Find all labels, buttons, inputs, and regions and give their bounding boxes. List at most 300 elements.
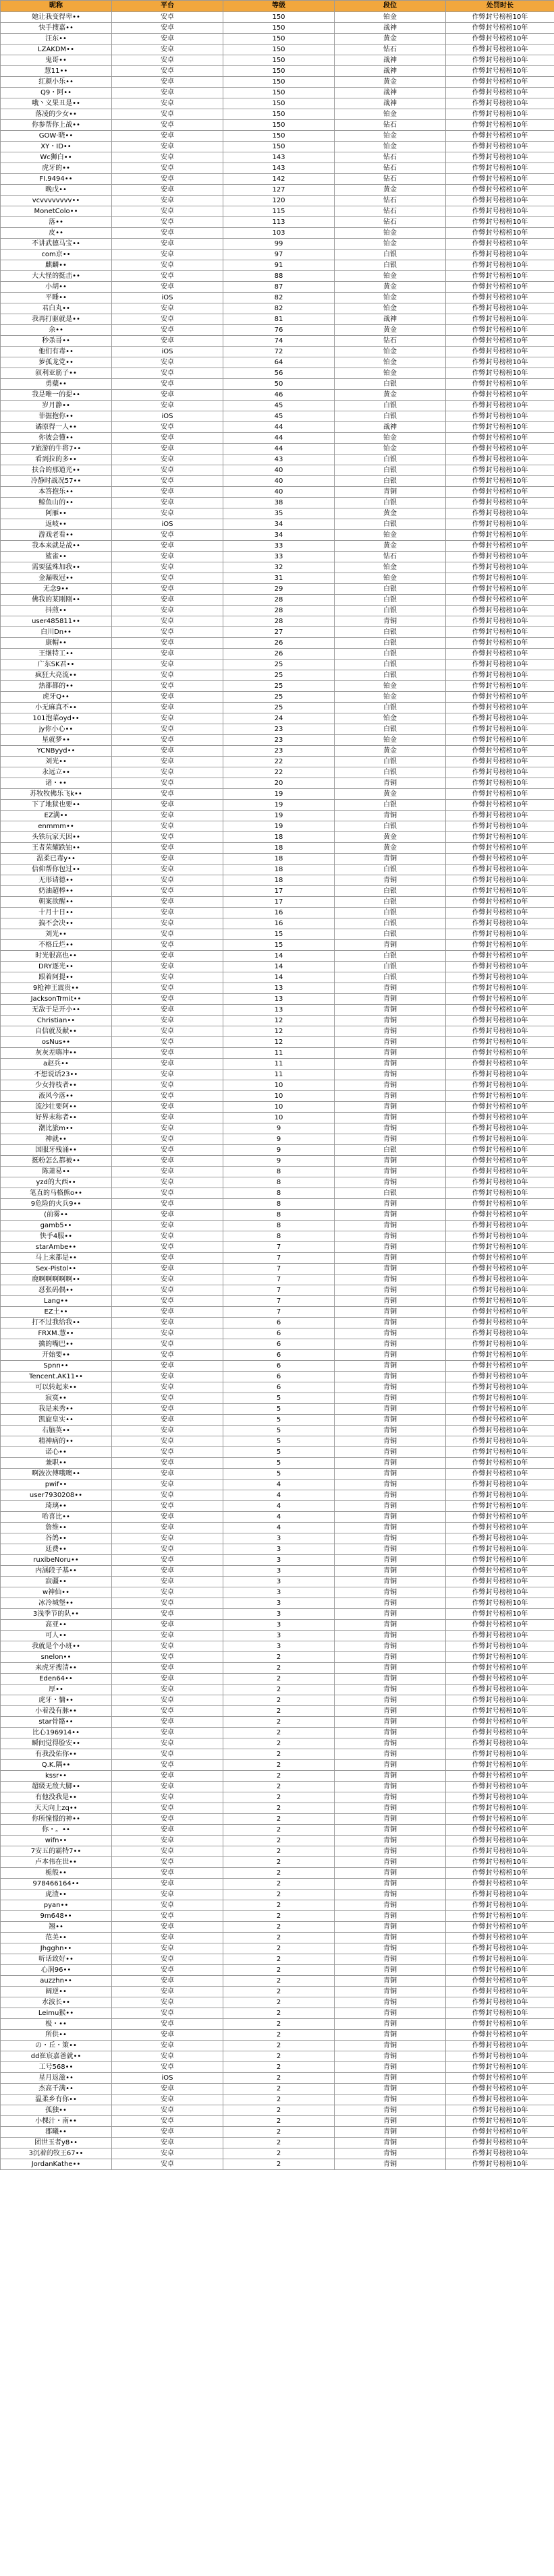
- penalty-cell: 作弊封号榜榜10年: [446, 1814, 554, 1825]
- penalty-cell: 作弊封号榜榜10年: [446, 1393, 554, 1404]
- rank-cell: 青铜: [335, 1782, 446, 1792]
- penalty-cell: 作弊封号榜榜10年: [446, 1231, 554, 1242]
- platform-cell: 安卓: [112, 1048, 223, 1059]
- rank-cell: 白银: [335, 519, 446, 530]
- penalty-cell: 作弊封号榜榜10年: [446, 1361, 554, 1372]
- rank-cell: 青铜: [335, 1490, 446, 1501]
- rank-cell: 白银: [335, 260, 446, 271]
- platform-cell: 安卓: [112, 390, 223, 401]
- platform-cell: 安卓: [112, 1167, 223, 1177]
- platform-cell: 安卓: [112, 1663, 223, 1674]
- level-cell: 9: [223, 1123, 335, 1134]
- nickname-cell: EZ土••: [1, 1307, 112, 1318]
- nickname-cell: 王继特工••: [1, 649, 112, 660]
- table-row: [1, 1490, 554, 1501]
- rank-cell: 铂金: [335, 357, 446, 368]
- rank-cell: 白银: [335, 455, 446, 465]
- nickname-cell: の・丘・策••: [1, 2041, 112, 2051]
- nickname-cell: 瞬间觉得脸安••: [1, 1738, 112, 1749]
- penalty-cell: 作弊封号榜榜10年: [446, 584, 554, 595]
- nickname-cell: w神仙••: [1, 1587, 112, 1598]
- penalty-cell: 作弊封号榜榜10年: [446, 2116, 554, 2127]
- level-cell: 72: [223, 347, 335, 357]
- rank-cell: 战神: [335, 88, 446, 98]
- level-cell: 40: [223, 465, 335, 476]
- table-row: [1, 908, 554, 918]
- penalty-cell: 作弊封号榜榜10年: [446, 508, 554, 519]
- penalty-cell: 作弊封号榜榜10年: [446, 1911, 554, 1922]
- level-cell: 2: [223, 1663, 335, 1674]
- penalty-cell: 作弊封号榜榜10年: [446, 1976, 554, 1987]
- rank-cell: 铂金: [335, 12, 446, 23]
- nickname-cell: EZ满••: [1, 811, 112, 821]
- nickname-cell: 内涵段子基••: [1, 1566, 112, 1577]
- nickname-cell: 佛我的某刚刚••: [1, 595, 112, 606]
- table-row: [1, 1415, 554, 1426]
- nickname-cell: com京••: [1, 250, 112, 260]
- platform-cell: 安卓: [112, 767, 223, 778]
- penalty-cell: 作弊封号榜榜10年: [446, 1469, 554, 1480]
- platform-cell: 安卓: [112, 1177, 223, 1188]
- nickname-cell: 超级无敌大脚••: [1, 1782, 112, 1792]
- rank-cell: 青铜: [335, 1836, 446, 1846]
- penalty-cell: 作弊封号榜榜10年: [446, 1760, 554, 1771]
- nickname-cell: 萝孤龙党••: [1, 357, 112, 368]
- nickname-cell: Sex-Pistol••: [1, 1264, 112, 1275]
- nickname-cell: 虎渣••: [1, 1890, 112, 1900]
- platform-cell: 安卓: [112, 886, 223, 897]
- platform-cell: 安卓: [112, 2041, 223, 2051]
- rank-cell: 青铜: [335, 1350, 446, 1361]
- platform-cell: 安卓: [112, 584, 223, 595]
- table-row: [1, 638, 554, 649]
- rank-cell: 青铜: [335, 2138, 446, 2148]
- level-cell: 5: [223, 1393, 335, 1404]
- nickname-cell: osNus••: [1, 1037, 112, 1048]
- nickname-cell: 热都都的••: [1, 681, 112, 692]
- table-row: [1, 34, 554, 45]
- penalty-cell: 作弊封号榜榜10年: [446, 411, 554, 422]
- penalty-cell: 作弊封号榜榜10年: [446, 1533, 554, 1544]
- nickname-cell: 所供••: [1, 2030, 112, 2041]
- penalty-cell: 作弊封号榜榜10年: [446, 1026, 554, 1037]
- platform-cell: 安卓: [112, 1134, 223, 1145]
- table-row: [1, 1933, 554, 1943]
- penalty-cell: 作弊封号榜榜10年: [446, 152, 554, 163]
- table-row: [1, 983, 554, 994]
- level-cell: 32: [223, 562, 335, 573]
- nickname-cell: 阿雁••: [1, 508, 112, 519]
- platform-cell: 安卓: [112, 487, 223, 498]
- table-row: [1, 1091, 554, 1102]
- rank-cell: 青铜: [335, 1523, 446, 1533]
- nickname-cell: 跟着阿提••: [1, 972, 112, 983]
- rank-cell: 青铜: [335, 1059, 446, 1070]
- table-row: [1, 1943, 554, 1954]
- nickname-cell: 9m648••: [1, 1911, 112, 1922]
- table-row: [1, 972, 554, 983]
- table-row: [1, 1221, 554, 1231]
- level-cell: 2: [223, 1900, 335, 1911]
- penalty-cell: 作弊封号榜榜10年: [446, 2062, 554, 2073]
- nickname-cell: 红颜小乐••: [1, 77, 112, 88]
- rank-cell: 青铜: [335, 1113, 446, 1123]
- level-cell: 2: [223, 1749, 335, 1760]
- level-cell: 7: [223, 1296, 335, 1307]
- rank-cell: 青铜: [335, 1275, 446, 1285]
- platform-cell: 安卓: [112, 1598, 223, 1609]
- level-cell: 15: [223, 940, 335, 951]
- penalty-cell: 作弊封号榜榜10年: [446, 239, 554, 250]
- platform-cell: 安卓: [112, 638, 223, 649]
- table-row: [1, 271, 554, 282]
- level-cell: 2: [223, 1976, 335, 1987]
- level-cell: 3: [223, 1631, 335, 1641]
- rank-cell: 青铜: [335, 1264, 446, 1275]
- nickname-cell: 信仰帮你包过••: [1, 865, 112, 875]
- nickname-cell: 康帽••: [1, 638, 112, 649]
- platform-cell: 安卓: [112, 1879, 223, 1890]
- nickname-cell: 诺心••: [1, 1447, 112, 1458]
- level-cell: 5: [223, 1447, 335, 1458]
- penalty-cell: 作弊封号榜榜10年: [446, 2127, 554, 2138]
- level-cell: 150: [223, 109, 335, 120]
- platform-cell: 安卓: [112, 1469, 223, 1480]
- platform-cell: 安卓: [112, 1544, 223, 1555]
- rank-cell: 青铜: [335, 1026, 446, 1037]
- level-cell: 12: [223, 1037, 335, 1048]
- nickname-cell: YCNByyd••: [1, 746, 112, 757]
- platform-cell: 安卓: [112, 1447, 223, 1458]
- rank-cell: 青铜: [335, 1404, 446, 1415]
- platform-cell: 安卓: [112, 962, 223, 972]
- rank-cell: 铂金: [335, 228, 446, 239]
- level-cell: 8: [223, 1231, 335, 1242]
- nickname-cell: (前雾••: [1, 1210, 112, 1221]
- platform-cell: 安卓: [112, 2095, 223, 2105]
- platform-cell: 安卓: [112, 1857, 223, 1868]
- rank-cell: 战神: [335, 98, 446, 109]
- rank-cell: 黄金: [335, 325, 446, 336]
- level-cell: 2: [223, 1706, 335, 1717]
- table-row: [1, 1566, 554, 1577]
- penalty-cell: 作弊封号榜榜10年: [446, 282, 554, 293]
- platform-cell: iOS: [112, 2073, 223, 2084]
- nickname-cell: pwif••: [1, 1480, 112, 1490]
- table-row: [1, 962, 554, 972]
- penalty-cell: 作弊封号榜榜10年: [446, 1943, 554, 1954]
- table-row: [1, 552, 554, 562]
- nickname-cell: 你彼会懂••: [1, 433, 112, 444]
- penalty-cell: 作弊封号榜榜10年: [446, 1782, 554, 1792]
- platform-cell: 安卓: [112, 325, 223, 336]
- penalty-cell: 作弊封号榜榜10年: [446, 670, 554, 681]
- table-row: [1, 1900, 554, 1911]
- level-cell: 4: [223, 1490, 335, 1501]
- rank-cell: 钻石: [335, 552, 446, 562]
- rank-cell: 青铜: [335, 875, 446, 886]
- level-cell: 5: [223, 1469, 335, 1480]
- nickname-cell: GOW·晓••: [1, 131, 112, 142]
- platform-cell: 安卓: [112, 1782, 223, 1792]
- table-row: [1, 325, 554, 336]
- table-row: [1, 1026, 554, 1037]
- penalty-cell: 作弊封号榜榜10年: [446, 1210, 554, 1221]
- level-cell: 103: [223, 228, 335, 239]
- level-cell: 25: [223, 670, 335, 681]
- nickname-cell: 少女持枝者••: [1, 1080, 112, 1091]
- nickname-cell: 大大怪的挺击••: [1, 271, 112, 282]
- penalty-cell: 作弊封号榜榜10年: [446, 2138, 554, 2148]
- table-row: [1, 746, 554, 757]
- table-row: [1, 1620, 554, 1631]
- table-row: [1, 465, 554, 476]
- table-row: [1, 994, 554, 1005]
- level-cell: 19: [223, 811, 335, 821]
- penalty-cell: 作弊封号榜榜10年: [446, 196, 554, 206]
- platform-cell: 安卓: [112, 2051, 223, 2062]
- penalty-cell: 作弊封号榜榜10年: [446, 1890, 554, 1900]
- platform-cell: 安卓: [112, 2084, 223, 2095]
- rank-cell: 白银: [335, 1188, 446, 1199]
- platform-cell: 安卓: [112, 1792, 223, 1803]
- penalty-cell: 作弊封号榜榜10年: [446, 1490, 554, 1501]
- penalty-cell: 作弊封号榜榜10年: [446, 465, 554, 476]
- platform-cell: 安卓: [112, 940, 223, 951]
- penalty-cell: 作弊封号榜榜10年: [446, 703, 554, 713]
- rank-cell: 青铜: [335, 1652, 446, 1663]
- nickname-cell: 凯旋皇实••: [1, 1415, 112, 1426]
- penalty-cell: 作弊封号榜榜10年: [446, 314, 554, 325]
- table-row: [1, 1210, 554, 1221]
- nickname-cell: 快手搜嘉••: [1, 23, 112, 34]
- rank-cell: 白银: [335, 962, 446, 972]
- level-cell: 5: [223, 1415, 335, 1426]
- nickname-cell: 不格丘烂••: [1, 940, 112, 951]
- table-header: [1, 1, 554, 12]
- platform-cell: 安卓: [112, 735, 223, 746]
- nickname-cell: 擒的嘴巴••: [1, 1339, 112, 1350]
- penalty-cell: 作弊封号榜榜10年: [446, 2148, 554, 2159]
- nickname-cell: snelon••: [1, 1652, 112, 1663]
- level-cell: 28: [223, 616, 335, 627]
- level-cell: 16: [223, 918, 335, 929]
- rank-cell: 青铜: [335, 1123, 446, 1134]
- table-row: [1, 1544, 554, 1555]
- rank-cell: 青铜: [335, 1760, 446, 1771]
- table-row: [1, 1231, 554, 1242]
- platform-cell: 安卓: [112, 465, 223, 476]
- rank-cell: 青铜: [335, 1620, 446, 1631]
- platform-cell: 安卓: [112, 109, 223, 120]
- penalty-cell: 作弊封号榜榜10年: [446, 1965, 554, 1976]
- table-row: [1, 2148, 554, 2159]
- nickname-cell: 灰灰差嗨冲••: [1, 1048, 112, 1059]
- penalty-cell: 作弊封号榜榜10年: [446, 757, 554, 767]
- table-row: [1, 163, 554, 174]
- platform-cell: 安卓: [112, 1965, 223, 1976]
- rank-cell: 青铜: [335, 487, 446, 498]
- platform-cell: 安卓: [112, 1285, 223, 1296]
- penalty-cell: 作弊封号榜榜10年: [446, 1285, 554, 1296]
- platform-cell: 安卓: [112, 552, 223, 562]
- rank-cell: 青铜: [335, 1598, 446, 1609]
- level-cell: 2: [223, 1685, 335, 1695]
- level-cell: 14: [223, 972, 335, 983]
- penalty-cell: 作弊封号榜榜10年: [446, 109, 554, 120]
- table-row: [1, 45, 554, 55]
- rank-cell: 青铜: [335, 2116, 446, 2127]
- penalty-cell: 作弊封号榜榜10年: [446, 1264, 554, 1275]
- level-cell: 19: [223, 789, 335, 800]
- penalty-cell: 作弊封号榜榜10年: [446, 1339, 554, 1350]
- level-cell: 2: [223, 2051, 335, 2062]
- nickname-cell: 搞不会决••: [1, 918, 112, 929]
- table-row: [1, 12, 554, 23]
- rank-cell: 黄金: [335, 832, 446, 843]
- nickname-cell: 抖煎••: [1, 606, 112, 616]
- penalty-cell: 作弊封号榜榜10年: [446, 303, 554, 314]
- table-row: [1, 1307, 554, 1318]
- nickname-cell: 刘光••: [1, 757, 112, 767]
- platform-cell: 安卓: [112, 789, 223, 800]
- nickname-cell: 皮••: [1, 228, 112, 239]
- nickname-cell: FRXM.慧••: [1, 1328, 112, 1339]
- rank-cell: 青铜: [335, 1965, 446, 1976]
- penalty-cell: 作弊封号榜榜10年: [446, 767, 554, 778]
- rank-cell: 青铜: [335, 1749, 446, 1760]
- platform-cell: 安卓: [112, 2105, 223, 2116]
- penalty-cell: 作弊封号榜榜10年: [446, 1436, 554, 1447]
- nickname-cell: 我就是个小班••: [1, 1641, 112, 1652]
- table-row: [1, 735, 554, 746]
- level-cell: 150: [223, 142, 335, 152]
- table-row: [1, 152, 554, 163]
- nickname-cell: 无敌于是开小••: [1, 1005, 112, 1016]
- platform-cell: 安卓: [112, 670, 223, 681]
- nickname-cell: 水波长••: [1, 1997, 112, 2008]
- table-row: [1, 379, 554, 390]
- table-row: [1, 519, 554, 530]
- platform-cell: 安卓: [112, 1771, 223, 1782]
- nickname-cell: 小着没有脉••: [1, 1706, 112, 1717]
- penalty-cell: 作弊封号榜榜10年: [446, 1447, 554, 1458]
- rank-cell: 青铜: [335, 1210, 446, 1221]
- nickname-cell: 孤独••: [1, 2105, 112, 2116]
- nickname-cell: Eden64••: [1, 1674, 112, 1685]
- platform-cell: 安卓: [112, 282, 223, 293]
- level-cell: 2: [223, 2084, 335, 2095]
- rank-cell: 青铜: [335, 2008, 446, 2019]
- nickname-cell: 他们有毒••: [1, 347, 112, 357]
- table-row: [1, 23, 554, 34]
- nickname-cell: 比心196914••: [1, 1728, 112, 1738]
- rank-cell: 青铜: [335, 1080, 446, 1091]
- penalty-cell: 作弊封号榜榜10年: [446, 1372, 554, 1382]
- penalty-cell: 作弊封号榜榜10年: [446, 1695, 554, 1706]
- penalty-cell: 作弊封号榜榜10年: [446, 875, 554, 886]
- penalty-cell: 作弊封号榜榜10年: [446, 12, 554, 23]
- penalty-cell: 作弊封号榜榜10年: [446, 2159, 554, 2170]
- penalty-cell: 作弊封号榜榜10年: [446, 1404, 554, 1415]
- platform-cell: 安卓: [112, 1480, 223, 1490]
- platform-cell: 安卓: [112, 1620, 223, 1631]
- table-row: [1, 843, 554, 854]
- nickname-cell: 高亚••: [1, 1620, 112, 1631]
- penalty-cell: 作弊封号榜榜10年: [446, 800, 554, 811]
- penalty-cell: 作弊封号榜榜10年: [446, 843, 554, 854]
- nickname-cell: enmmm••: [1, 821, 112, 832]
- penalty-cell: 作弊封号榜榜10年: [446, 660, 554, 670]
- table-row: [1, 444, 554, 455]
- table-row: [1, 1749, 554, 1760]
- level-cell: 18: [223, 854, 335, 865]
- rank-cell: 青铜: [335, 1318, 446, 1328]
- level-cell: 7: [223, 1307, 335, 1318]
- rank-cell: 青铜: [335, 2062, 446, 2073]
- nickname-cell: 101泡菜oyd••: [1, 713, 112, 724]
- table-row: [1, 1145, 554, 1156]
- nickname-cell: kssr••: [1, 1771, 112, 1782]
- nickname-cell: 厚••: [1, 1685, 112, 1695]
- penalty-cell: 作弊封号榜榜10年: [446, 379, 554, 390]
- rank-cell: 青铜: [335, 1987, 446, 1997]
- rank-cell: 青铜: [335, 1641, 446, 1652]
- platform-cell: 安卓: [112, 1372, 223, 1382]
- level-cell: 2: [223, 2116, 335, 2127]
- rank-cell: 钻石: [335, 152, 446, 163]
- rank-cell: 青铜: [335, 1792, 446, 1803]
- platform-cell: 安卓: [112, 1059, 223, 1070]
- platform-cell: 安卓: [112, 649, 223, 660]
- nickname-cell: 菲掘抱你••: [1, 411, 112, 422]
- level-cell: 12: [223, 1016, 335, 1026]
- penalty-cell: 作弊封号榜榜10年: [446, 1609, 554, 1620]
- level-cell: 2: [223, 1728, 335, 1738]
- rank-cell: 青铜: [335, 1728, 446, 1738]
- platform-cell: 安卓: [112, 1404, 223, 1415]
- nickname-cell: 鲸鱼山的••: [1, 498, 112, 508]
- level-cell: 8: [223, 1167, 335, 1177]
- penalty-cell: 作弊封号榜榜10年: [446, 401, 554, 411]
- rank-cell: 青铜: [335, 1037, 446, 1048]
- platform-cell: 安卓: [112, 1523, 223, 1533]
- level-cell: 143: [223, 152, 335, 163]
- penalty-cell: 作弊封号榜榜10年: [446, 55, 554, 66]
- rank-cell: 战神: [335, 422, 446, 433]
- rank-cell: 青铜: [335, 1577, 446, 1587]
- platform-cell: 安卓: [112, 368, 223, 379]
- level-cell: 24: [223, 713, 335, 724]
- nickname-cell: jy你小心••: [1, 724, 112, 735]
- platform-cell: 安卓: [112, 1836, 223, 1846]
- table-row: [1, 2073, 554, 2084]
- table-row: [1, 918, 554, 929]
- platform-cell: 安卓: [112, 34, 223, 45]
- table-row: [1, 1134, 554, 1145]
- platform-cell: 安卓: [112, 811, 223, 821]
- level-cell: 14: [223, 951, 335, 962]
- rank-cell: 黄金: [335, 282, 446, 293]
- platform-cell: 安卓: [112, 1706, 223, 1717]
- penalty-cell: 作弊封号榜榜10年: [446, 1663, 554, 1674]
- table-row: [1, 1059, 554, 1070]
- table-row: [1, 2127, 554, 2138]
- nickname-cell: 鬼哥••: [1, 55, 112, 66]
- penalty-cell: 作弊封号榜榜10年: [446, 1523, 554, 1533]
- rank-cell: 青铜: [335, 1102, 446, 1113]
- table-row: [1, 476, 554, 487]
